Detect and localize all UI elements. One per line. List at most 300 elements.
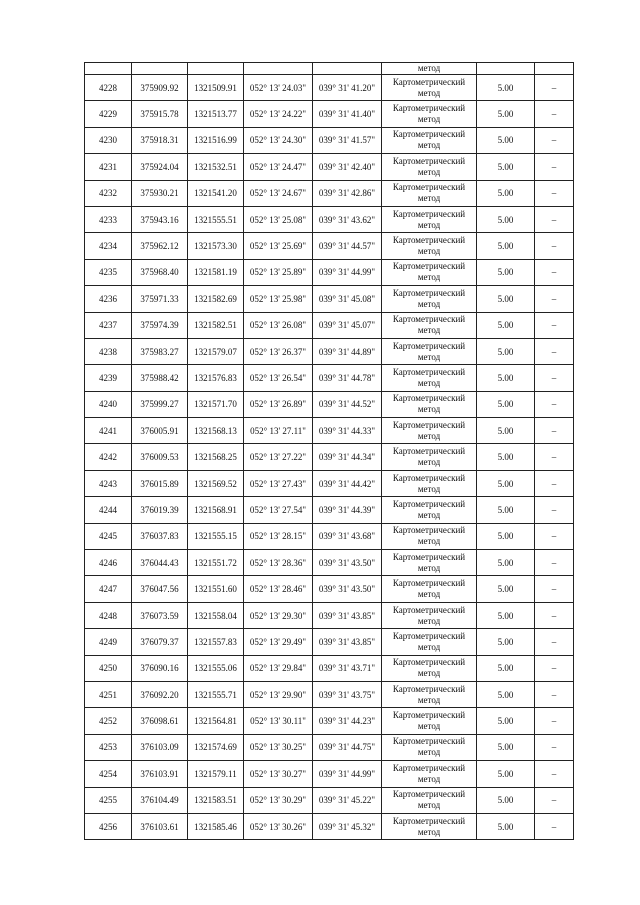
continued-row [85,63,574,75]
cell-method [382,576,477,602]
cell-latitude: 052° 13' 29.49" [244,629,313,655]
cell-latitude: 052° 13' 29.84" [244,655,313,681]
cell-method [382,391,477,417]
cell-note: – [535,576,574,602]
cell-point-number: 4235 [85,259,132,285]
cell-latitude: 052° 13' 26.08" [244,312,313,338]
cell-x: 375971.33 [132,286,188,312]
cell-latitude: 052° 13' 24.67" [244,180,313,206]
table-row [85,391,574,417]
method-line-1: Картометрический [392,155,466,166]
method-line-2: метод [417,325,441,336]
cell-x: 376098.61 [132,708,188,734]
method-line-2: метод [417,219,441,230]
cell-method [382,444,477,470]
cell-empty [477,63,535,75]
cell-x: 376005.91 [132,418,188,444]
cell-precision: 5.00 [477,75,535,101]
cell-y: 1321579.11 [188,761,244,787]
cell-x: 376092.20 [132,681,188,707]
cell-note: – [535,655,574,681]
cell-precision: 5.00 [477,206,535,232]
cell-y: 1321574.69 [188,734,244,760]
method-line-1: Картометрический [392,129,466,140]
cell-precision: 5.00 [477,101,535,127]
method-line-1: Картометрический [392,235,466,246]
method-line-2: метод [417,114,441,125]
cell-method [382,180,477,206]
cell-note: – [535,259,574,285]
cell-y: 1321555.06 [188,655,244,681]
cell-precision: 5.00 [477,233,535,259]
cell-y: 1321558.04 [188,602,244,628]
table-row [85,602,574,628]
cell-point-number: 4256 [85,813,132,839]
cell-longitude: 039° 31' 43.50" [313,576,382,602]
cell-longitude: 039° 31' 41.57" [313,127,382,153]
table-row [85,154,574,180]
cell-longitude: 039° 31' 44.99" [313,761,382,787]
method-line-2: метод [417,377,441,388]
cell-method [382,602,477,628]
method-line-1: Картометрический [392,366,466,377]
cell-method [382,708,477,734]
method-line-1: Картометрический [392,815,466,826]
cell-latitude: 052° 13' 25.69" [244,233,313,259]
cell-y: 1321573.30 [188,233,244,259]
cell-latitude: 052° 13' 24.47" [244,154,313,180]
cell-x: 376047.56 [132,576,188,602]
cell-longitude: 039° 31' 44.57" [313,233,382,259]
cell-point-number: 4255 [85,787,132,813]
method-line-1: Картометрический [392,314,466,325]
cell-precision: 5.00 [477,418,535,444]
method-line-1: Картометрический [392,103,466,114]
cell-point-number: 4228 [85,75,132,101]
cell-y: 1321509.91 [188,75,244,101]
cell-point-number: 4234 [85,233,132,259]
cell-latitude: 052° 13' 24.30" [244,127,313,153]
cell-y: 1321569.52 [188,470,244,496]
cell-precision: 5.00 [477,391,535,417]
table-row [85,523,574,549]
table-row [85,787,574,813]
cell-x: 375915.78 [132,101,188,127]
cell-note: – [535,180,574,206]
cell-note: – [535,75,574,101]
table-row [85,497,574,523]
cell-y: 1321581.19 [188,259,244,285]
method-line-2: метод [417,298,441,309]
cell-method [382,734,477,760]
cell-note: – [535,338,574,364]
table-row [85,813,574,839]
cell-precision: 5.00 [477,681,535,707]
method-line-1: Картометрический [392,472,466,483]
table-row [85,101,574,127]
cell-precision: 5.00 [477,602,535,628]
cell-method [382,286,477,312]
method-line-1: Картометрический [392,710,466,721]
cell-latitude: 052° 13' 29.30" [244,602,313,628]
cell-point-number: 4236 [85,286,132,312]
method-line-2: метод [417,430,441,441]
cell-note: – [535,312,574,338]
cell-x: 375924.04 [132,154,188,180]
cell-precision: 5.00 [477,550,535,576]
method-line-2: метод [417,87,441,98]
cell-method [382,154,477,180]
cell-x: 375943.16 [132,206,188,232]
cell-point-number: 4231 [85,154,132,180]
cell-precision: 5.00 [477,365,535,391]
cell-y: 1321568.25 [188,444,244,470]
cell-y: 1321516.99 [188,127,244,153]
cell-point-number: 4233 [85,206,132,232]
method-line-1: Картометрический [392,76,466,87]
cell-y: 1321576.83 [188,365,244,391]
cell-longitude: 039° 31' 44.42" [313,470,382,496]
method-line-2: метод [417,747,441,758]
cell-method [382,655,477,681]
table-row [85,444,574,470]
cell-x: 376090.16 [132,655,188,681]
method-line-1: Картометрический [392,762,466,773]
table-row [85,550,574,576]
cell-x: 375968.40 [132,259,188,285]
cell-latitude: 052° 13' 30.25" [244,734,313,760]
method-line-2: метод [417,246,441,257]
cell-x: 376037.83 [132,523,188,549]
cell-longitude: 039° 31' 44.78" [313,365,382,391]
cell-latitude: 052° 13' 26.37" [244,338,313,364]
method-line-2: метод [417,641,441,652]
cell-x: 376103.91 [132,761,188,787]
cell-precision: 5.00 [477,523,535,549]
method-line-2: метод [417,773,441,784]
cell-longitude: 039° 31' 43.75" [313,681,382,707]
cell-note: – [535,101,574,127]
cell-longitude: 039° 31' 41.20" [313,75,382,101]
method-line-1: Картометрический [392,287,466,298]
cell-x: 375974.39 [132,312,188,338]
cell-precision: 5.00 [477,655,535,681]
cell-latitude: 052° 13' 25.08" [244,206,313,232]
cell-y: 1321551.72 [188,550,244,576]
cell-latitude: 052° 13' 27.54" [244,497,313,523]
cell-note: – [535,154,574,180]
cell-longitude: 039° 31' 44.23" [313,708,382,734]
cell-note: – [535,813,574,839]
cell-point-number: 4250 [85,655,132,681]
table-row [85,418,574,444]
cell-y: 1321551.60 [188,576,244,602]
cell-longitude: 039° 31' 44.75" [313,734,382,760]
cell-precision: 5.00 [477,708,535,734]
method-line-1: Картометрический [392,525,466,536]
cell-note: – [535,206,574,232]
cell-precision: 5.00 [477,734,535,760]
cell-method [382,338,477,364]
cell-precision: 5.00 [477,813,535,839]
cell-y: 1321583.51 [188,787,244,813]
method-line-2: метод [417,483,441,494]
cell-y: 1321532.51 [188,154,244,180]
cell-precision: 5.00 [477,312,535,338]
cell-point-number: 4245 [85,523,132,549]
cell-note: – [535,286,574,312]
cell-longitude: 039° 31' 45.32" [313,813,382,839]
cell-empty [188,63,244,75]
cell-method [382,418,477,444]
method-line-1: Картометрический [392,736,466,747]
cell-y: 1321568.13 [188,418,244,444]
cell-longitude: 039° 31' 44.39" [313,497,382,523]
cell-y: 1321564.81 [188,708,244,734]
cell-longitude: 039° 31' 45.07" [313,312,382,338]
cell-method [382,629,477,655]
cell-x: 375999.27 [132,391,188,417]
cell-method [382,523,477,549]
cell-y: 1321571.70 [188,391,244,417]
cell-point-number: 4238 [85,338,132,364]
cell-y: 1321579.07 [188,338,244,364]
cell-empty [313,63,382,75]
table-row [85,761,574,787]
method-line-2: метод [417,404,441,415]
cell-method [382,75,477,101]
cell-precision: 5.00 [477,761,535,787]
cell-latitude: 052° 13' 24.22" [244,101,313,127]
cell-longitude: 039° 31' 45.22" [313,787,382,813]
cell-longitude: 039° 31' 44.52" [313,391,382,417]
cell-precision: 5.00 [477,787,535,813]
method-line-1: Картометрический [392,208,466,219]
cell-point-number: 4241 [85,418,132,444]
cell-latitude: 052° 13' 26.89" [244,391,313,417]
method-line-1: Картометрический [392,261,466,272]
cell-note: – [535,365,574,391]
table-body [85,63,574,840]
cell-note: – [535,550,574,576]
table-row [85,75,574,101]
cell-x: 376104.49 [132,787,188,813]
method-line-2: метод [417,140,441,151]
cell-y: 1321557.83 [188,629,244,655]
method-line-2: метод [417,589,441,600]
table-row [85,286,574,312]
cell-method [382,787,477,813]
method-line-2: метод [417,668,441,679]
method-line-2: метод [417,272,441,283]
cell-x: 375983.27 [132,338,188,364]
table-row [85,734,574,760]
cell-longitude: 039° 31' 44.33" [313,418,382,444]
cell-point-number: 4253 [85,734,132,760]
cell-x: 376073.59 [132,602,188,628]
cell-note: – [535,391,574,417]
cell-note: – [535,761,574,787]
cell-precision: 5.00 [477,444,535,470]
table-row [85,708,574,734]
method-line-1: Картометрический [392,657,466,668]
cell-longitude: 039° 31' 43.50" [313,550,382,576]
cell-x: 375962.12 [132,233,188,259]
cell-method [382,312,477,338]
cell-point-number: 4247 [85,576,132,602]
cell-method [382,259,477,285]
cell-latitude: 052° 13' 28.36" [244,550,313,576]
method-line-2: метод [417,457,441,468]
table-row [85,629,574,655]
table-row [85,233,574,259]
cell-point-number: 4242 [85,444,132,470]
table-row [85,655,574,681]
cell-y: 1321555.15 [188,523,244,549]
cell-x: 376044.43 [132,550,188,576]
cell-point-number: 4254 [85,761,132,787]
method-line-2: метод [417,800,441,811]
cell-note: – [535,708,574,734]
cell-y: 1321582.69 [188,286,244,312]
cell-note: – [535,681,574,707]
cell-x: 376015.89 [132,470,188,496]
cell-latitude: 052° 13' 27.43" [244,470,313,496]
method-line-1: Картометрический [392,446,466,457]
cell-y: 1321568.91 [188,497,244,523]
cell-method [382,470,477,496]
table-row [85,259,574,285]
cell-longitude: 039° 31' 44.99" [313,259,382,285]
cell-method [382,233,477,259]
cell-method [382,101,477,127]
method-line-1: Картометрический [392,498,466,509]
cell-latitude: 052° 13' 26.54" [244,365,313,391]
cell-method [382,550,477,576]
cell-method [382,761,477,787]
cell-precision: 5.00 [477,259,535,285]
cell-longitude: 039° 31' 45.08" [313,286,382,312]
cell-method-continued [382,63,477,75]
cell-longitude: 039° 31' 43.85" [313,602,382,628]
cell-method [382,127,477,153]
cell-longitude: 039° 31' 43.62" [313,206,382,232]
table-row [85,312,574,338]
cell-note: – [535,523,574,549]
cell-y: 1321541.20 [188,180,244,206]
cell-longitude: 039° 31' 42.86" [313,180,382,206]
cell-note: – [535,787,574,813]
cell-empty [535,63,574,75]
table-row [85,576,574,602]
cell-note: – [535,418,574,444]
cell-point-number: 4252 [85,708,132,734]
cell-y: 1321513.77 [188,101,244,127]
cell-precision: 5.00 [477,576,535,602]
cell-method [382,497,477,523]
cell-empty [244,63,313,75]
cell-note: – [535,602,574,628]
cell-point-number: 4232 [85,180,132,206]
cell-point-number: 4251 [85,681,132,707]
cell-longitude: 039° 31' 44.89" [313,338,382,364]
method-line-1: Картометрический [392,419,466,430]
method-line-1: Картометрический [392,604,466,615]
cell-x: 376103.61 [132,813,188,839]
cell-precision: 5.00 [477,629,535,655]
cell-point-number: 4248 [85,602,132,628]
cell-point-number: 4229 [85,101,132,127]
cell-point-number: 4243 [85,470,132,496]
cell-latitude: 052° 13' 25.89" [244,259,313,285]
cell-precision: 5.00 [477,127,535,153]
cell-method [382,206,477,232]
cell-longitude: 039° 31' 42.40" [313,154,382,180]
cell-x: 376009.53 [132,444,188,470]
method-line-2: метод [417,615,441,626]
cell-method [382,681,477,707]
cell-latitude: 052° 13' 30.26" [244,813,313,839]
cell-latitude: 052° 13' 30.29" [244,787,313,813]
method-line-1: Картометрический [392,340,466,351]
cell-note: – [535,470,574,496]
cell-precision: 5.00 [477,338,535,364]
cell-latitude: 052° 13' 27.11" [244,418,313,444]
cell-point-number: 4249 [85,629,132,655]
method-line-1: Картометрический [392,393,466,404]
method-line-2: метод [417,721,441,732]
cell-latitude: 052° 13' 29.90" [244,681,313,707]
cell-note: – [535,127,574,153]
cell-latitude: 052° 13' 24.03" [244,75,313,101]
cell-method [382,813,477,839]
method-line-2: метод [417,193,441,204]
method-line-2: метод [417,826,441,837]
cell-latitude: 052° 13' 28.15" [244,523,313,549]
cell-note: – [535,233,574,259]
coordinates-table [84,62,574,840]
table-row [85,470,574,496]
cell-note: – [535,629,574,655]
method-line-1: Картометрический [392,578,466,589]
cell-note: – [535,444,574,470]
cell-longitude: 039° 31' 44.34" [313,444,382,470]
cell-point-number: 4230 [85,127,132,153]
cell-y: 1321582.51 [188,312,244,338]
method-line-2: метод [417,562,441,573]
cell-latitude: 052° 13' 28.46" [244,576,313,602]
cell-latitude: 052° 13' 30.11" [244,708,313,734]
cell-precision: 5.00 [477,497,535,523]
cell-longitude: 039° 31' 41.40" [313,101,382,127]
cell-point-number: 4244 [85,497,132,523]
table-row [85,127,574,153]
cell-precision: 5.00 [477,286,535,312]
method-line-2: метод [417,351,441,362]
cell-method [382,365,477,391]
method-line-2: метод [417,509,441,520]
cell-point-number: 4240 [85,391,132,417]
method-line-1: Картометрический [392,683,466,694]
cell-x: 375918.31 [132,127,188,153]
cell-x: 376019.39 [132,497,188,523]
cell-empty [132,63,188,75]
cell-note: – [535,734,574,760]
cell-y: 1321585.46 [188,813,244,839]
cell-x: 376079.37 [132,629,188,655]
cell-point-number: 4246 [85,550,132,576]
cell-latitude: 052° 13' 30.27" [244,761,313,787]
